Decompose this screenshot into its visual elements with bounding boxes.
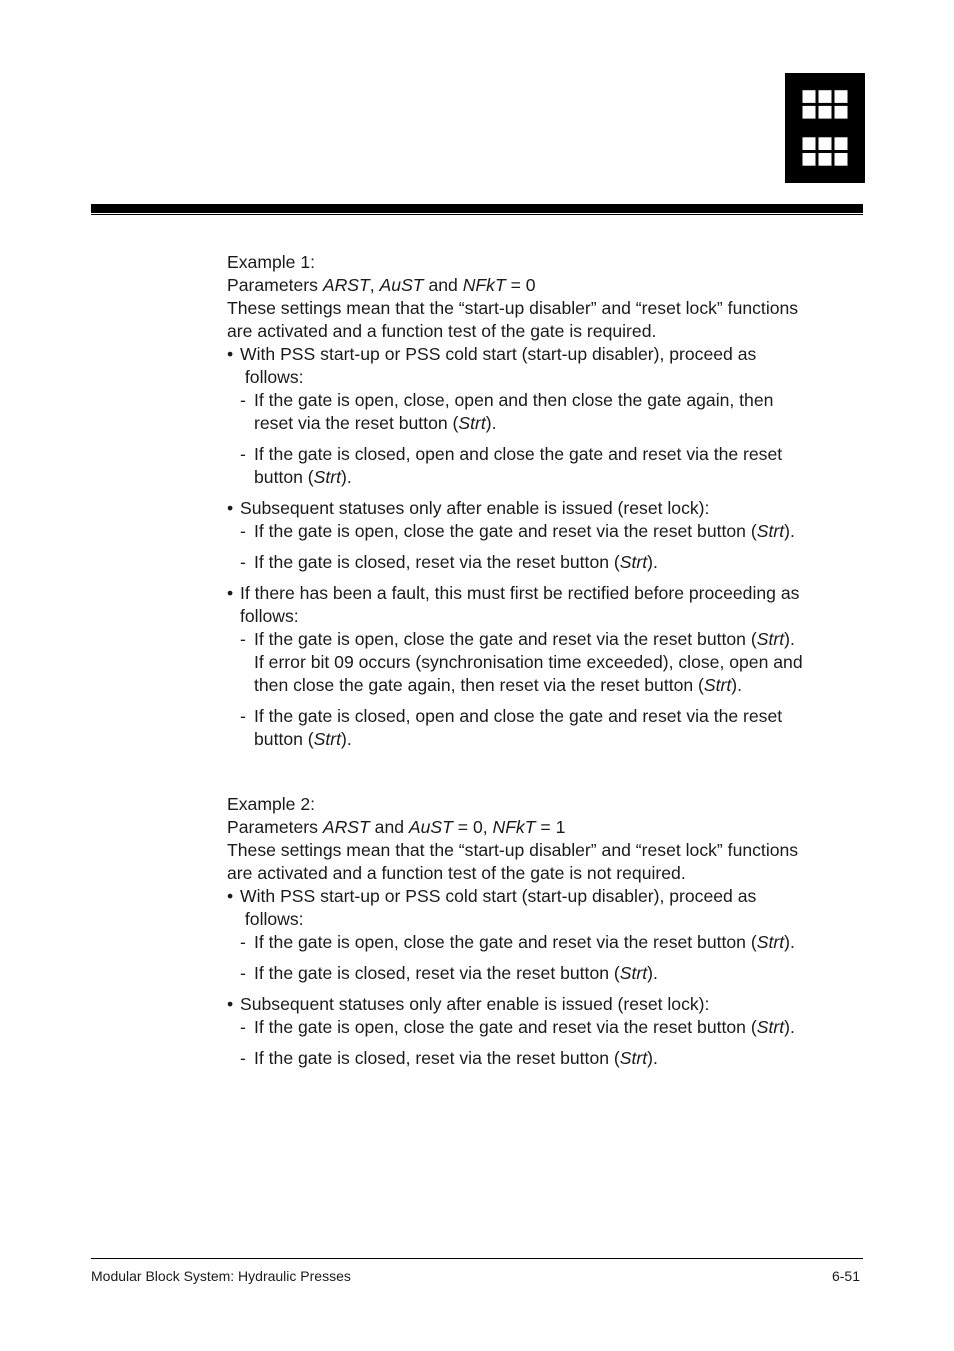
example1-heading: Example 1:	[227, 252, 316, 272]
footer-rule	[91, 1258, 863, 1259]
logo-cell	[835, 90, 848, 103]
grid-logo-icon	[785, 73, 865, 183]
bullet-mark: •	[227, 886, 234, 906]
dash-mark: -	[240, 706, 246, 726]
logo-cell	[835, 106, 848, 119]
logo-cell	[819, 137, 832, 150]
bullet-mark: •	[227, 583, 234, 603]
dash-mark: -	[240, 1048, 246, 1068]
logo-cell	[803, 137, 816, 150]
logo-cell	[803, 106, 816, 119]
logo-cell	[835, 137, 848, 150]
example2-startup-closed: - If the gate is closed, reset via the reset button (Strt).	[240, 963, 658, 983]
example2-heading: Example 2:	[227, 794, 316, 814]
example1-bullet-fault: • If there has been a fault, this must first be rectified before proceeding as follows:	[227, 583, 800, 626]
dash-mark: -	[240, 552, 246, 572]
page-number: 6-51	[831, 1268, 860, 1284]
example1-reset-open: - If the gate is open, close the gate and reset via the reset button (Strt).	[240, 521, 795, 541]
logo-cell	[819, 153, 832, 166]
header-rule-thin	[91, 214, 863, 215]
dash-mark: -	[240, 521, 246, 541]
example2-reset-open: - If the gate is open, close the gate and reset via the reset button (Strt).	[240, 1017, 795, 1037]
dash-mark: -	[240, 629, 246, 649]
logo-cell	[835, 153, 848, 166]
example2-startup-open: - If the gate is open, close the gate and reset via the reset button (Strt).	[240, 932, 795, 952]
logo-cell	[819, 106, 832, 119]
example1-reset-closed: - If the gate is closed, reset via the reset button (Strt).	[240, 552, 658, 572]
header-rule	[91, 204, 863, 213]
example2-params: Parameters ARST and AuST = 0, NFkT = 1	[227, 817, 566, 837]
document-body	[227, 251, 863, 1070]
example1-fault-closed: - If the gate is closed, open and close the gate and reset via the reset button (Strt).	[240, 706, 783, 749]
dash-mark: -	[240, 932, 246, 952]
logo-cell	[803, 153, 816, 166]
bullet-mark: •	[227, 498, 234, 518]
bullet-mark: •	[227, 994, 234, 1014]
bullet-mark: •	[227, 344, 234, 364]
dash-mark: -	[240, 1017, 246, 1037]
example1-fault-open: - If the gate is open, close the gate and reset via the reset button (Strt). If error bit 09 occurs (synchronisation time exceeded), close, open and then close the gate again, then reset via the reset button (Strt).	[240, 629, 803, 695]
example1-startup-closed: - If the gate is closed, open and close the gate and reset via the reset button (Strt).	[240, 444, 783, 487]
dash-mark: -	[240, 963, 246, 983]
example1-bullet-startup: • With PSS start-up or PSS cold start (start-up disabler), proceed as follows:	[227, 344, 757, 387]
dash-mark: -	[240, 390, 246, 410]
example2-bullet-reset-lock: • Subsequent statuses only after enable is issued (reset lock):	[227, 994, 710, 1014]
example2-reset-closed: - If the gate is closed, reset via the reset button (Strt).	[240, 1048, 658, 1068]
example1-startup-open: - If the gate is open, close, open and then close the gate again, then reset via the reset button (Strt).	[240, 390, 774, 433]
footer-title: Modular Block System: Hydraulic Presses	[91, 1268, 351, 1284]
dash-mark: -	[240, 444, 246, 464]
logo-cell	[803, 90, 816, 103]
example2-bullet-startup: • With PSS start-up or PSS cold start (start-up disabler), proceed as follows:	[227, 886, 757, 929]
logo-cell	[819, 90, 832, 103]
example1-params: Parameters ARST, AuST and NFkT = 0	[227, 275, 536, 295]
example1-description: These settings mean that the “start-up disabler” and “reset lock” functions are activated and a function test of the gate is required.	[227, 298, 799, 341]
example2-description: These settings mean that the “start-up disabler” and “reset lock” functions are activated and a function test of the gate is not required.	[227, 840, 799, 883]
example1-bullet-reset-lock: • Subsequent statuses only after enable is issued (reset lock):	[227, 498, 710, 518]
